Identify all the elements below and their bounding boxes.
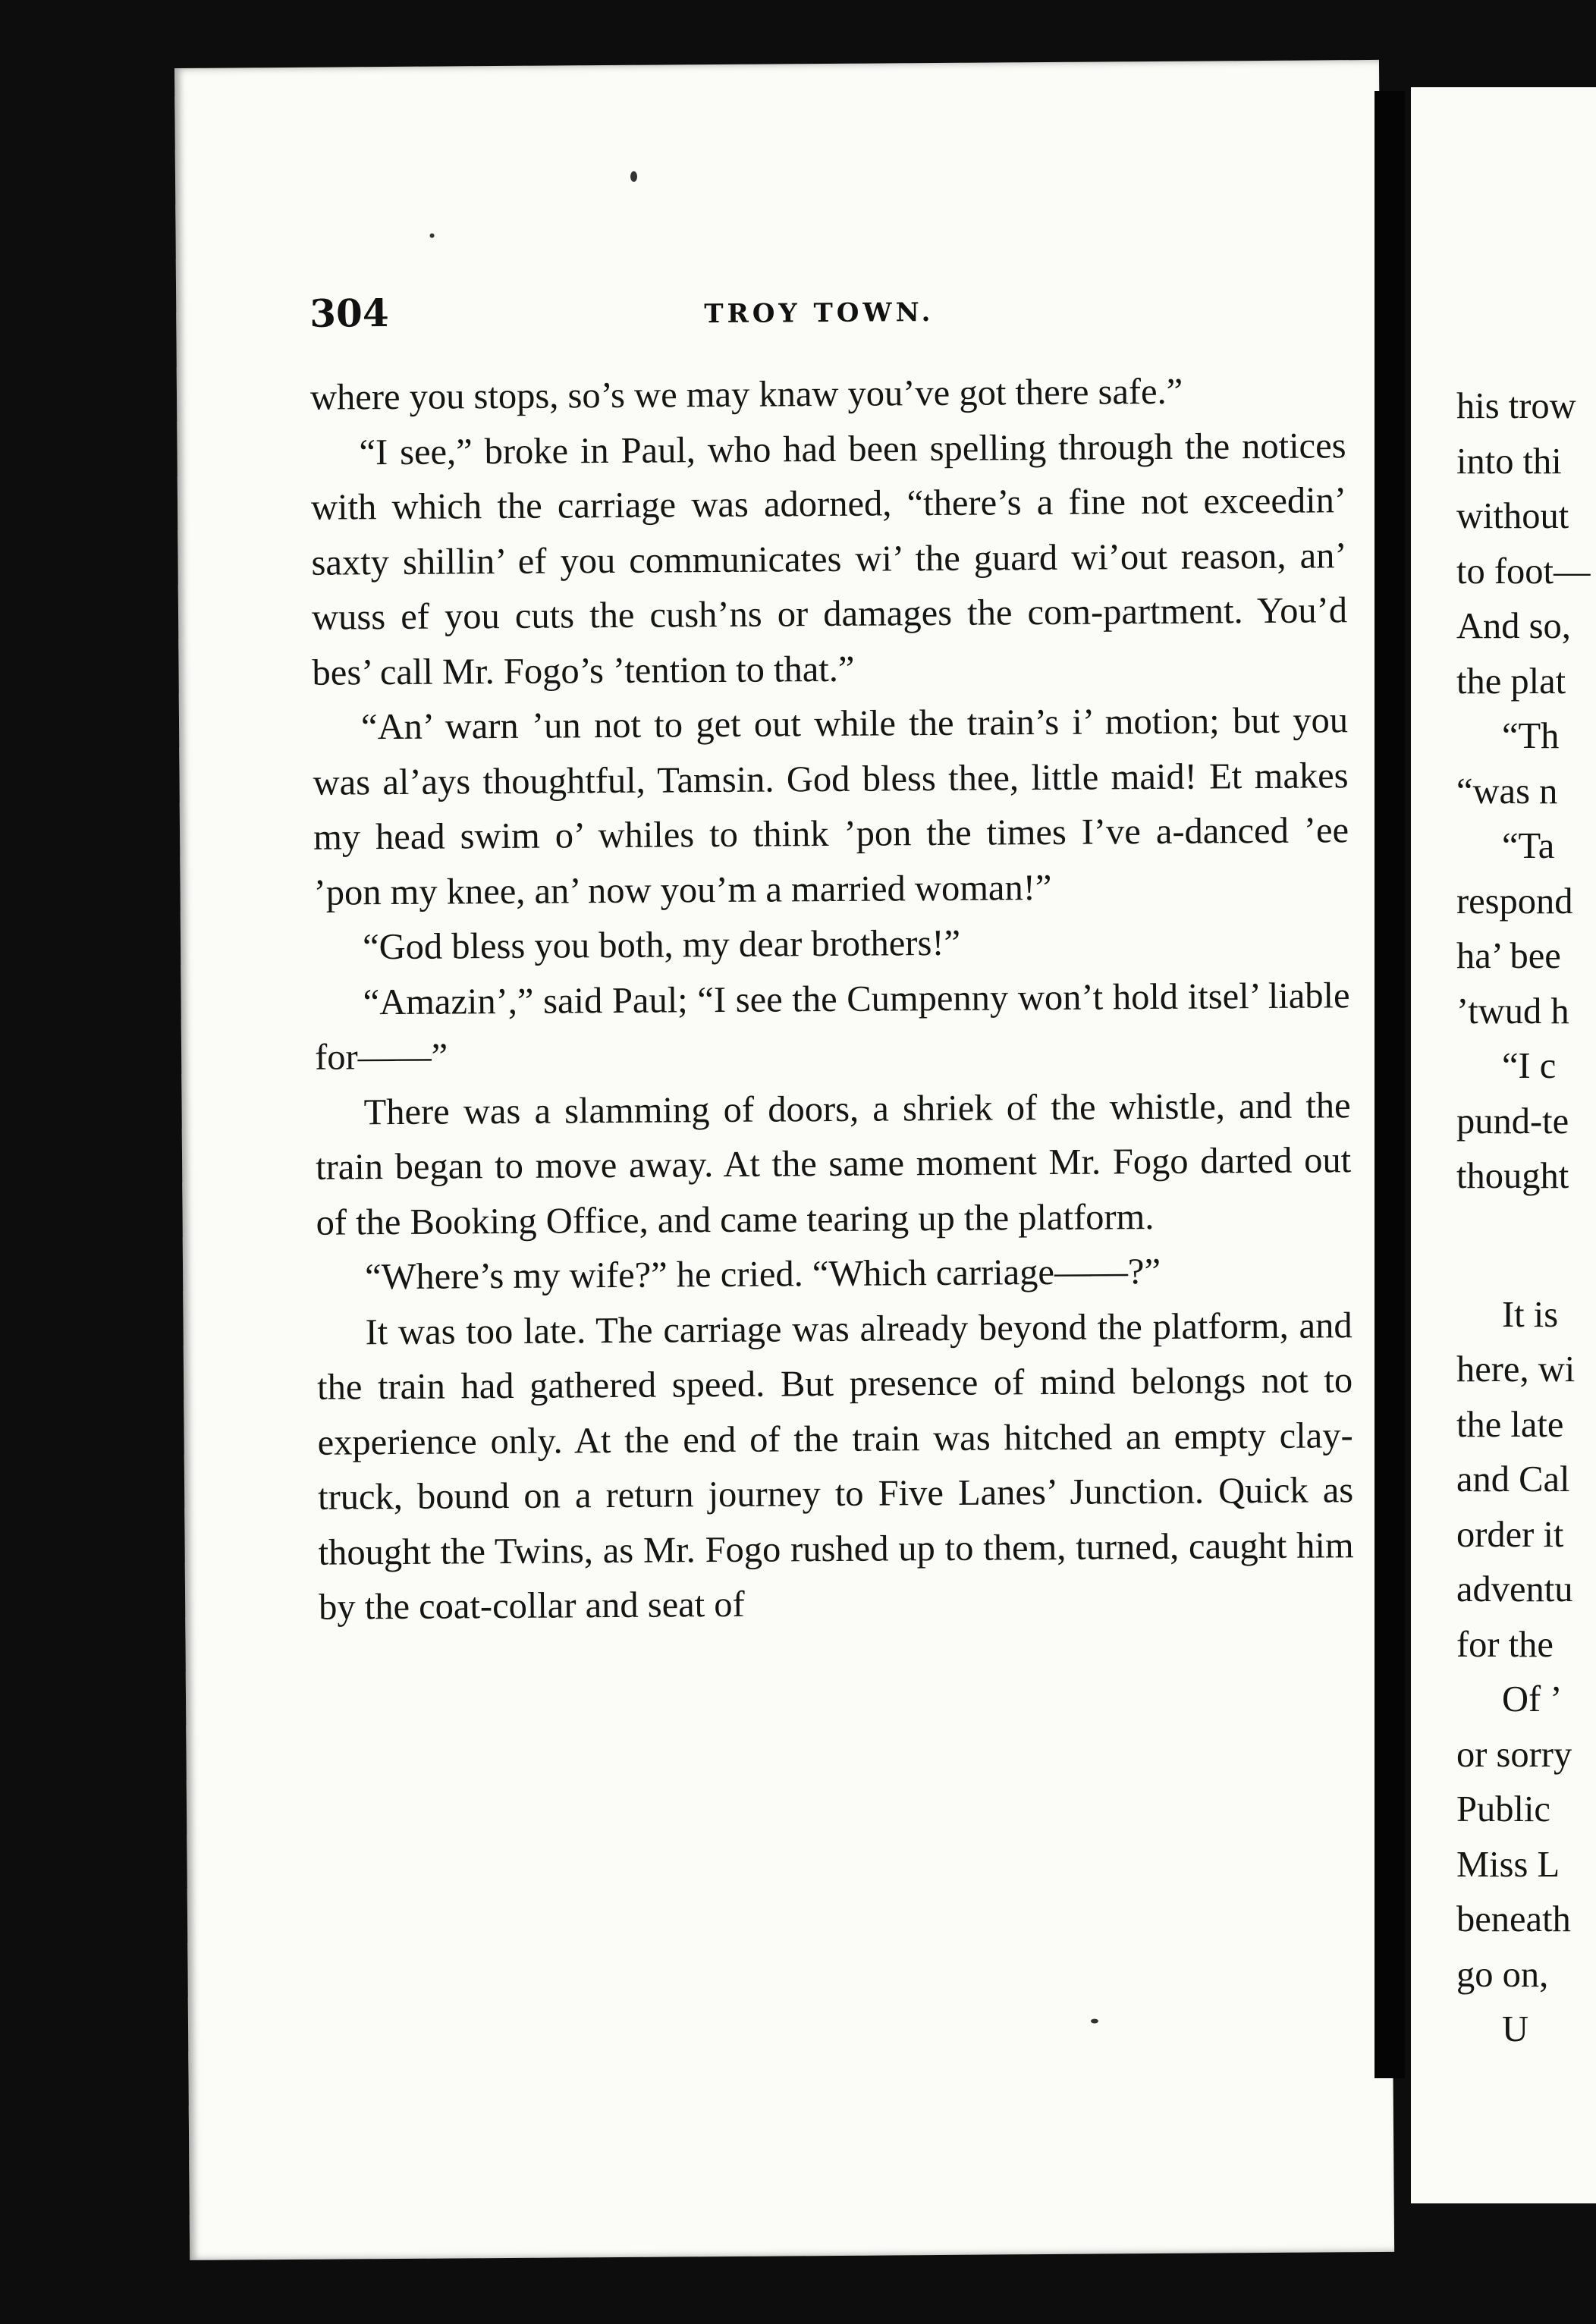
paragraph: “God bless you both, my dear brothers!”	[362, 922, 961, 968]
ink-speck	[1091, 2019, 1098, 2024]
right-page-line: And so,	[1456, 606, 1571, 646]
right-page-line: the late	[1456, 1404, 1564, 1445]
right-page-line: go on,	[1456, 1954, 1549, 1995]
right-page-line: his trow	[1456, 386, 1576, 426]
right-page-line: for the	[1456, 1624, 1554, 1665]
ink-speck	[630, 171, 637, 182]
right-page	[1411, 87, 1596, 2203]
right-page-text	[1456, 379, 1596, 2058]
right-page-line: respond	[1456, 881, 1573, 922]
right-page-line: thought	[1456, 1156, 1569, 1196]
paragraph: “Amazin’,” said Paul; “I see the Cumpenny won’t hold itsel’ liable for——”	[314, 975, 1350, 1078]
running-head: TROY TOWN.	[704, 297, 935, 330]
right-page-line: “I c	[1502, 1046, 1557, 1086]
right-page-line: the plat	[1456, 661, 1566, 702]
right-page-line: It is	[1502, 1294, 1559, 1335]
right-page-line: U	[1502, 2009, 1529, 2049]
left-page-text	[310, 363, 1355, 1635]
paragraph: It was too late. The carriage was already beyond the platform, and the train had gathered speed. But presence of mind belongs not to experience only. At the end of the train was hitched an empty clay-truck, bound on a return journey to Five Lanes’ Junction. Quick as thought the Twins, as Mr. Fogo rushed up to them, turned, caught him by the coat-collar and seat of	[316, 1305, 1354, 1628]
right-page-line: Of ’	[1502, 1679, 1563, 1719]
right-page-line: and Cal	[1456, 1459, 1570, 1500]
right-page-line: or sorry	[1456, 1734, 1572, 1775]
right-page-line: without	[1456, 496, 1569, 536]
right-page-line: to foot—	[1456, 551, 1591, 592]
page-header	[309, 284, 1342, 351]
left-page	[174, 60, 1394, 2260]
paragraph: where you stops, so’s we may knaw you’ve got there safe.”	[309, 371, 1183, 418]
right-page-line: into thi	[1456, 441, 1562, 482]
right-page-line: here, wi	[1456, 1349, 1576, 1390]
right-page-line: ’twud h	[1456, 991, 1569, 1032]
right-page-line: Miss L	[1456, 1844, 1560, 1885]
right-page-line: pund-te	[1456, 1101, 1569, 1142]
right-page-line: “Ta	[1502, 826, 1555, 866]
right-page-line: “Th	[1502, 716, 1560, 756]
book-gutter	[1375, 91, 1405, 2078]
right-page-line: order it	[1456, 1514, 1564, 1555]
right-page-line	[1456, 1204, 1596, 1288]
right-page-line: ha’ bee	[1456, 936, 1561, 976]
right-page-line: Public	[1456, 1789, 1550, 1829]
paragraph: “Where’s my wife?” he cried. “Which carriage——?”	[364, 1251, 1161, 1298]
paragraph: “I see,” broke in Paul, who had been spelling through the notices with which the carriage was adorned, “there’s a fine not exceedin’ saxty shillin’ ef you communicates wi’ the guard wi’out reason, an’ wuss ef you cuts the cush’ns or damages the com-partment. You’d bes’ call Mr. Fogo’s ’tention to that.”	[310, 425, 1348, 693]
page-number: 304	[309, 290, 389, 336]
paragraph: “An’ warn ’un not to get out while the train’s i’ motion; but you was al’ays thoughtful, Tamsin. God bless thee, little maid! Et makes my head swim o’ whiles to think ’pon the times I’ve a-danced ’ee ’pon my knee, an’ now you’m a married woman!”	[313, 700, 1349, 913]
right-page-line: “was n	[1456, 771, 1558, 812]
right-page-line: beneath	[1456, 1899, 1571, 1939]
right-page-line: adventu	[1456, 1569, 1573, 1610]
ink-speck	[430, 234, 435, 238]
paragraph: There was a slamming of doors, a shriek of the whistle, and the train began to move away. At the same moment Mr. Fogo darted out of the Booking Office, and came tearing up the platform.	[315, 1085, 1352, 1243]
